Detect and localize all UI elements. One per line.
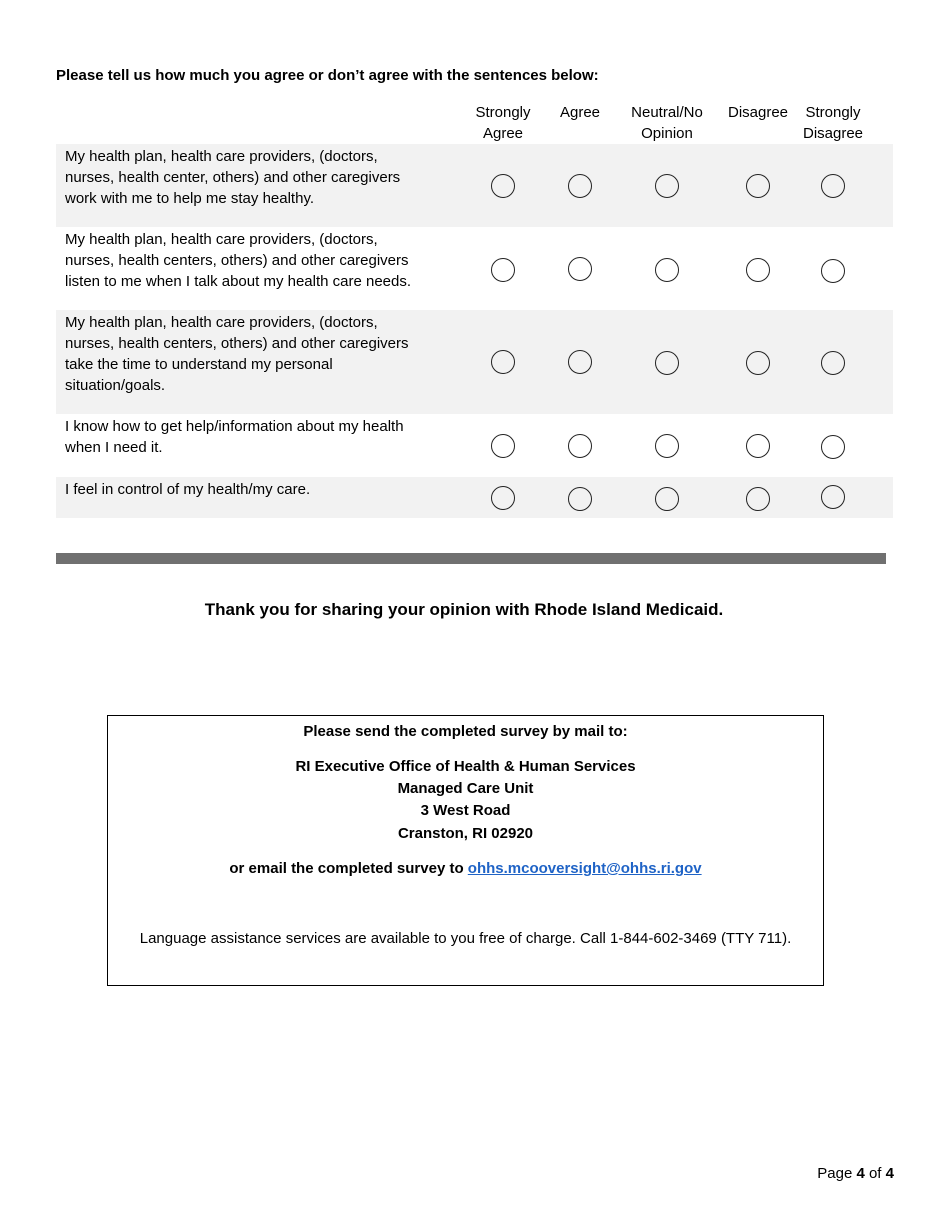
radio-neutral[interactable] xyxy=(655,351,679,375)
radio-strongly-disagree[interactable] xyxy=(821,351,845,375)
page-current: 4 xyxy=(856,1165,865,1182)
thank-you-message: Thank you for sharing your opinion with Rhode Island Medicaid. xyxy=(204,600,724,619)
page-number xyxy=(817,1165,894,1182)
col-header-strongly-disagree xyxy=(783,102,883,144)
question-row-5 xyxy=(56,477,893,518)
radio-agree[interactable] xyxy=(568,257,592,281)
question-line: work with me to help me stay healthy. xyxy=(65,190,314,207)
question-line: take the time to understand my personal xyxy=(65,356,333,373)
radio-neutral[interactable] xyxy=(655,174,679,198)
question-line: My health plan, health care providers, (doctors, xyxy=(65,314,378,331)
question-text xyxy=(65,312,445,396)
question-line: when I need it. xyxy=(65,439,163,456)
col-header-line: Disagree xyxy=(727,104,789,121)
question-line: I know how to get help/information about my health xyxy=(65,418,404,435)
mail-street: 3 West Road xyxy=(420,802,511,819)
page-total: 4 xyxy=(885,1165,894,1182)
section-divider xyxy=(56,553,886,564)
radio-strongly-disagree[interactable] xyxy=(821,174,845,198)
mail-heading: Please send the completed survey by mail to: xyxy=(303,723,628,740)
instructions: Please tell us how much you agree or don’t agree with the sentences below: xyxy=(56,67,599,84)
radio-strongly-agree[interactable] xyxy=(491,350,515,374)
col-header-neutral xyxy=(617,102,717,144)
question-text xyxy=(65,479,445,500)
language-assistance: Language assistance services are available to you free of charge. Call 1-844-602-3469 (TTY 711). xyxy=(139,930,792,947)
question-line: nurses, health center, others) and other caregivers xyxy=(65,169,401,186)
mailing-info-box xyxy=(107,715,824,986)
question-line: nurses, health centers, others) and other caregivers xyxy=(65,252,409,269)
radio-agree[interactable] xyxy=(568,350,592,374)
mail-organization: RI Executive Office of Health & Human Services xyxy=(295,758,636,775)
col-header-line: Strongly xyxy=(805,104,861,121)
radio-disagree[interactable] xyxy=(746,434,770,458)
question-row-4 xyxy=(56,414,893,477)
radio-strongly-disagree[interactable] xyxy=(821,485,845,509)
col-header-line: Strongly xyxy=(475,104,531,121)
col-header-line: Neutral/No xyxy=(631,104,703,121)
question-text xyxy=(65,229,445,292)
radio-neutral[interactable] xyxy=(655,258,679,282)
question-line: situation/goals. xyxy=(65,377,166,394)
page-of-label: of xyxy=(864,1165,886,1182)
question-line: I feel in control of my health/my care. xyxy=(65,481,311,498)
question-line: My health plan, health care providers, (doctors, xyxy=(65,231,378,248)
col-header-agree xyxy=(530,102,630,123)
radio-agree[interactable] xyxy=(568,487,592,511)
col-header-line: Agree xyxy=(559,104,601,121)
question-row-2 xyxy=(56,227,893,310)
radio-strongly-agree[interactable] xyxy=(491,486,515,510)
question-line: My health plan, health care providers, (doctors, xyxy=(65,148,378,165)
radio-agree[interactable] xyxy=(568,434,592,458)
radio-strongly-agree[interactable] xyxy=(491,258,515,282)
radio-disagree[interactable] xyxy=(746,487,770,511)
question-row-1 xyxy=(56,144,893,227)
col-header-line: Agree xyxy=(482,125,524,142)
radio-disagree[interactable] xyxy=(746,258,770,282)
question-text xyxy=(65,146,445,209)
radio-disagree[interactable] xyxy=(746,174,770,198)
radio-strongly-agree[interactable] xyxy=(491,174,515,198)
question-line: nurses, health centers, others) and other caregivers xyxy=(65,335,409,352)
col-header-line: Disagree xyxy=(802,125,864,142)
radio-disagree[interactable] xyxy=(746,351,770,375)
email-link[interactable]: ohhs.mcooversight@ohhs.ri.gov xyxy=(467,860,702,877)
radio-strongly-disagree[interactable] xyxy=(821,259,845,283)
radio-neutral[interactable] xyxy=(655,487,679,511)
email-line xyxy=(108,860,823,877)
question-text xyxy=(65,416,445,458)
email-prefix: or email the completed survey to xyxy=(229,860,468,877)
col-header-line: Opinion xyxy=(641,125,693,142)
mail-unit: Managed Care Unit xyxy=(397,780,534,797)
radio-strongly-agree[interactable] xyxy=(491,434,515,458)
page-label: Page xyxy=(817,1165,857,1182)
mail-city: Cranston, RI 02920 xyxy=(397,825,534,842)
radio-agree[interactable] xyxy=(568,174,592,198)
question-line: listen to me when I talk about my health care needs. xyxy=(65,273,412,290)
question-row-3 xyxy=(56,310,893,414)
radio-neutral[interactable] xyxy=(655,434,679,458)
radio-strongly-disagree[interactable] xyxy=(821,435,845,459)
